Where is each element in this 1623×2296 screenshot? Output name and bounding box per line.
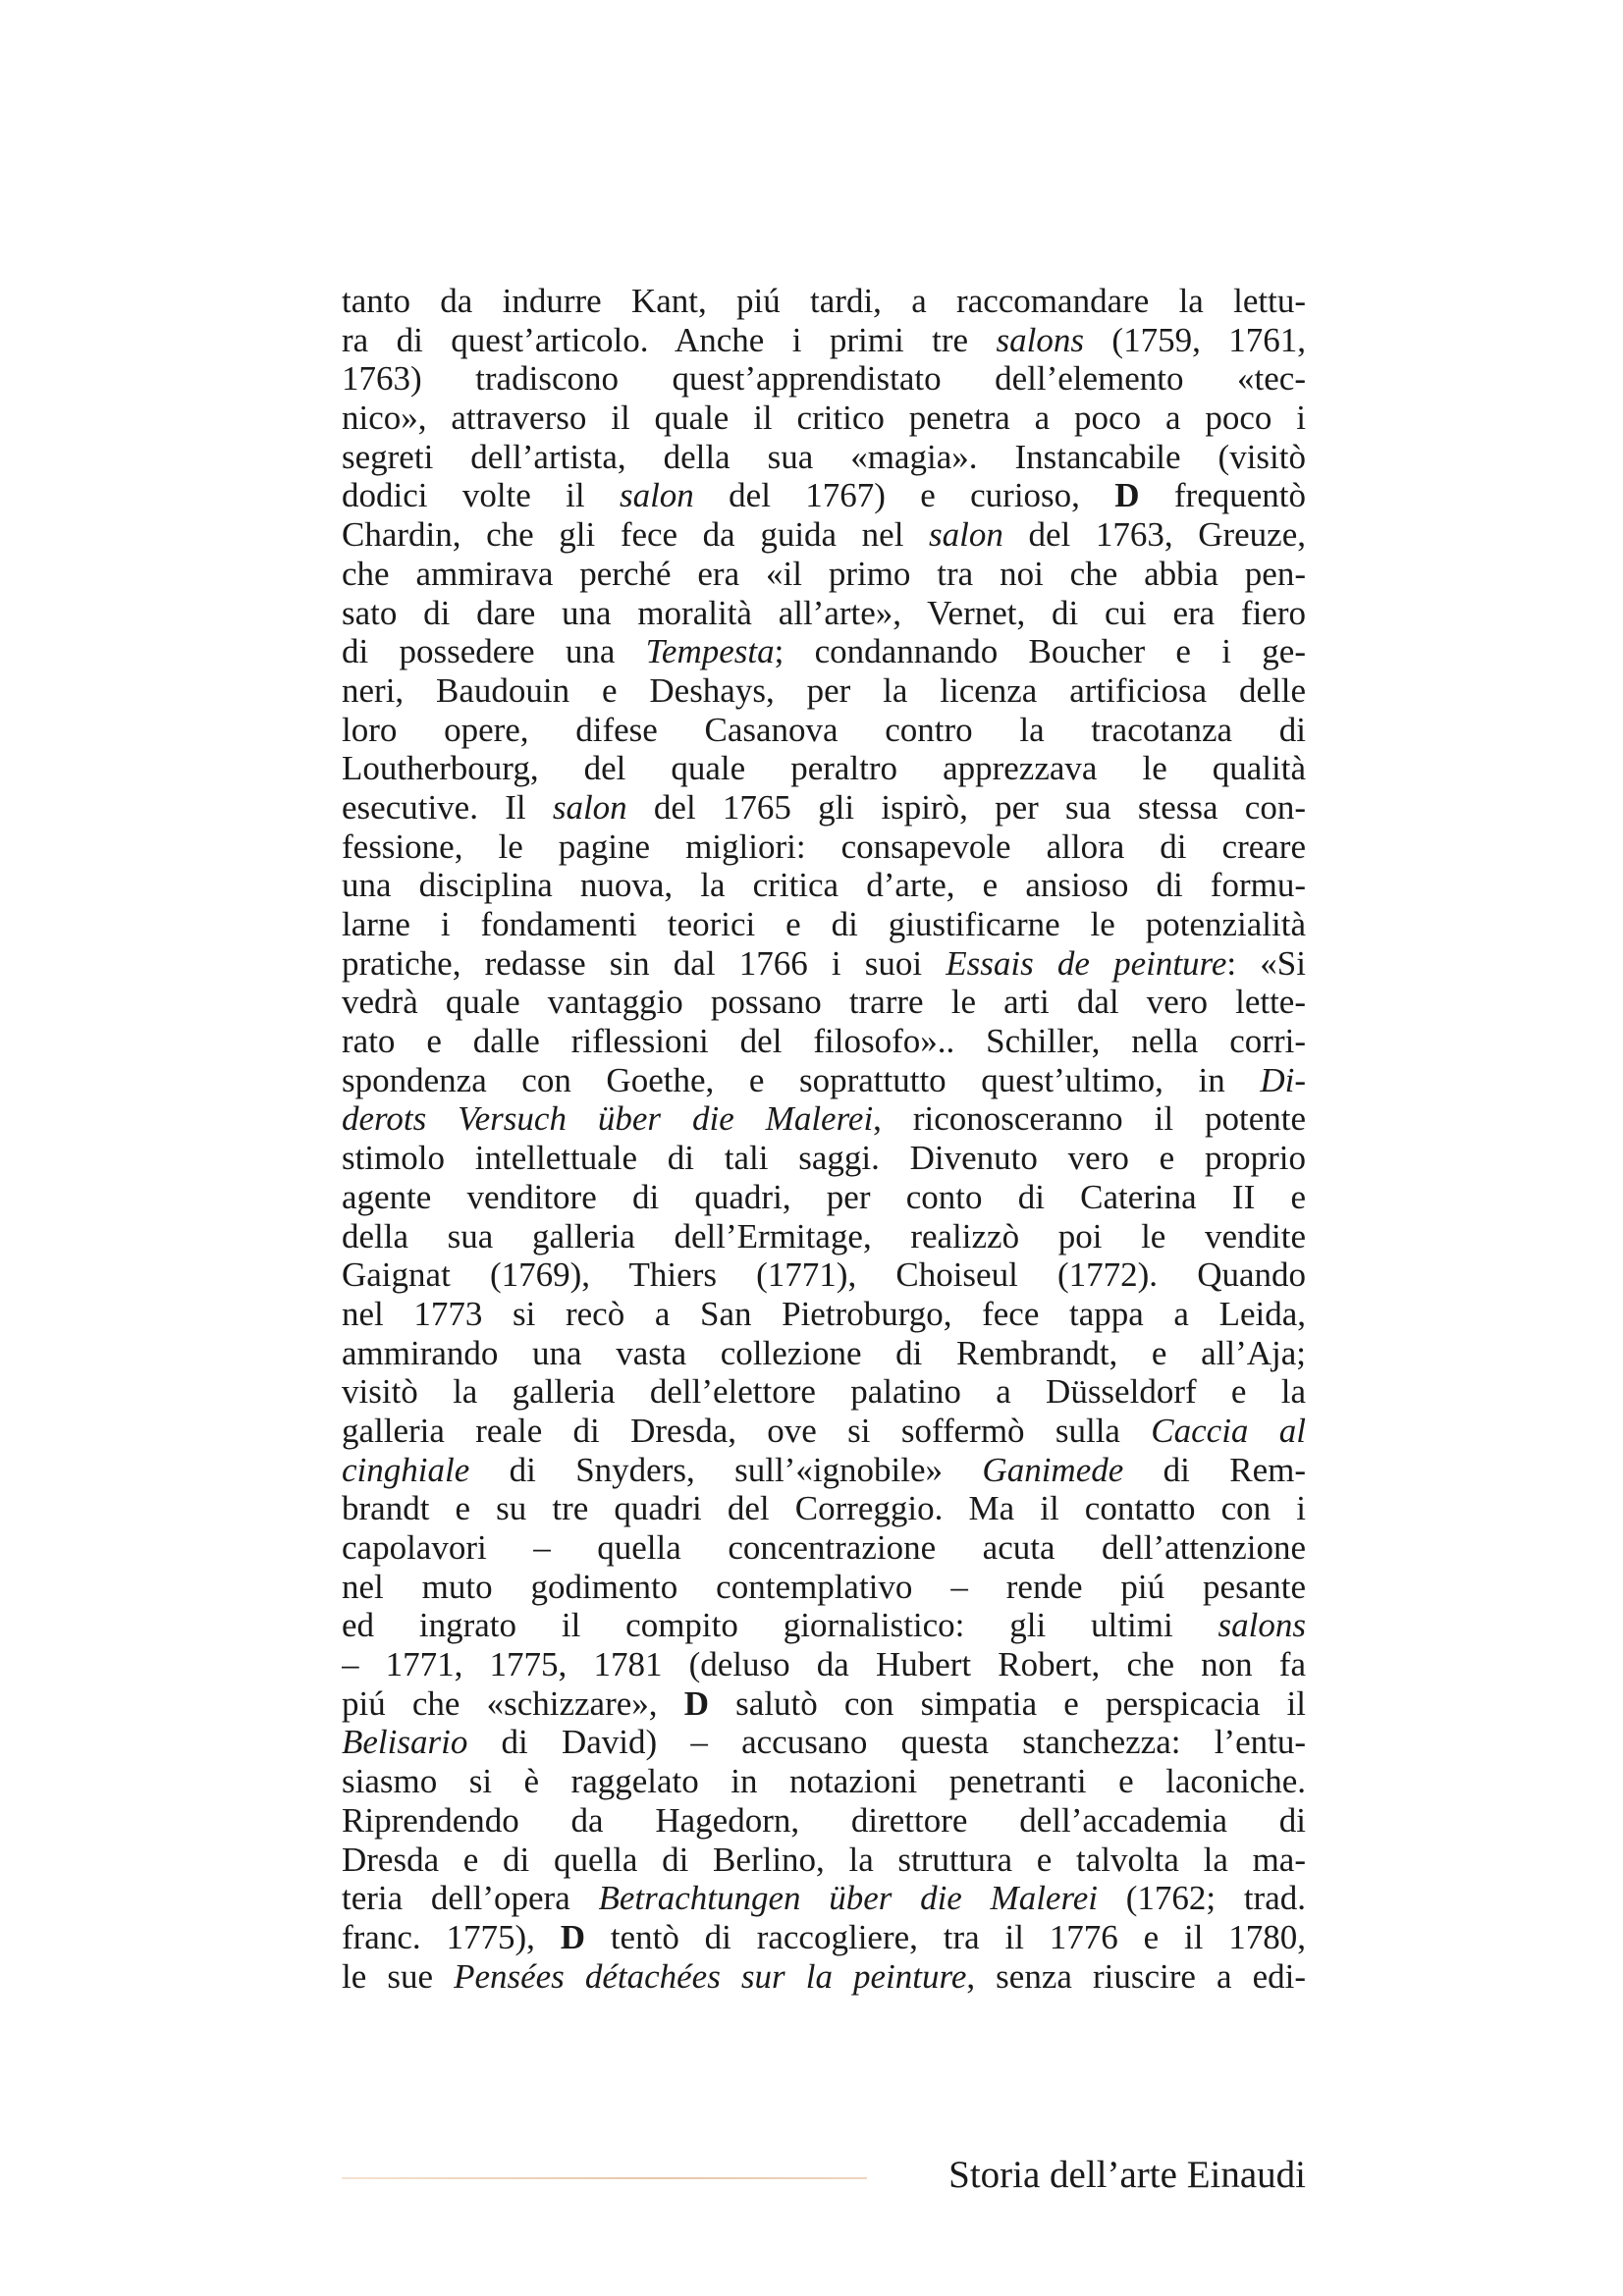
body-text: ammirando una vasta collezione di Rembrandt, e all’Aja; [342, 1333, 1306, 1372]
body-text: 1763) tradiscono quest’apprendistato dell’elemento «tec- [342, 359, 1306, 399]
body-line [342, 749, 1306, 788]
body-text: capolavori – quella concentrazione acuta dell’attenzione [342, 1528, 1306, 1567]
body-text: neri, Baudouin e Deshays, per la licenza artificiosa delle [342, 670, 1306, 710]
body-text: : «Si [1226, 943, 1306, 983]
body-text: ra di quest’articolo. Anche i primi tre [342, 320, 997, 359]
body-line [342, 1372, 1306, 1412]
body-text: nico», attraverso il quale il critico penetra a poco a poco i [342, 399, 1306, 438]
body-text: loro opere, difese Casanova contro la tracotanza di [342, 710, 1306, 749]
body-line [342, 1099, 1306, 1139]
body-line [342, 788, 1306, 828]
body-text: siasmo si è raggelato in notazioni penetranti e laconiche. [342, 1762, 1306, 1801]
body-text: ; condannando Boucher e i ge- [774, 632, 1306, 671]
body-line [342, 1879, 1306, 1918]
page-body-text [342, 282, 1306, 1996]
body-text: pratiche, redasse sin dal 1766 i suoi [342, 943, 947, 983]
body-text: dodici volte il [342, 476, 620, 515]
body-line [342, 594, 1306, 633]
body-text: della sua galleria dell’Ermitage, realizzò poi le vendite [342, 1216, 1306, 1255]
body-line [342, 1217, 1306, 1256]
body-text: una disciplina nuova, la critica d’arte, e ansioso di formu- [342, 866, 1306, 905]
body-text: tentò di raccogliere, tra il 1776 e il 1780, [585, 1917, 1306, 1956]
body-line [342, 1334, 1306, 1373]
body-line [342, 1489, 1306, 1528]
body-text: nel 1773 si recò a San Pietroburgo, fece tappa a Leida, [342, 1294, 1306, 1333]
italic-text: salons [996, 320, 1084, 359]
body-line [342, 359, 1306, 399]
body-text: Loutherbourg, del quale peraltro apprezzava le qualità [342, 749, 1306, 788]
bold-text: D [1114, 476, 1140, 515]
body-line [342, 1568, 1306, 1607]
body-text: Riprendendo da Hagedorn, direttore dell’accademia di [342, 1800, 1306, 1840]
body-line [342, 828, 1306, 867]
body-text: di Rem- [1123, 1450, 1306, 1489]
body-text: del 1767) e curioso, [693, 476, 1115, 515]
body-text: stimolo intellettuale di tali saggi. Divenuto vero e proprio [342, 1139, 1306, 1178]
italic-text: salon [552, 787, 627, 827]
body-line [342, 1684, 1306, 1724]
body-text: nel muto godimento contemplativo – rende piú pesante [342, 1567, 1306, 1606]
italic-text: salon [619, 476, 694, 515]
body-text: (1759, 1761, [1083, 320, 1306, 359]
body-text: Chardin, che gli fece da guida nel [342, 515, 930, 555]
body-line [342, 476, 1306, 515]
body-line [342, 1762, 1306, 1801]
italic-text: Betrachtungen über die Malerei [598, 1879, 1099, 1918]
body-text: fessione, le pagine migliori: consapevole allora di creare [342, 827, 1306, 866]
body-text: brandt e su tre quadri del Correggio. Ma il contatto con i [342, 1489, 1306, 1528]
italic-text: Essais de peinture [946, 943, 1227, 983]
body-text: (1762; trad. [1098, 1879, 1306, 1918]
italic-text: Caccia al [1151, 1411, 1306, 1450]
body-text: le sue [342, 1956, 455, 1996]
body-line [342, 905, 1306, 944]
body-text: del 1765 gli ispirò, per sua stessa con- [626, 787, 1306, 827]
italic-text: derots Versuch über die Malerei [342, 1099, 874, 1139]
italic-text: Ganimede [982, 1450, 1124, 1489]
body-line [342, 399, 1306, 438]
body-line [342, 1841, 1306, 1880]
body-text: segreti dell’artista, della sua «magia». Instancabile (visitò [342, 437, 1306, 476]
body-text: piú che «schizzare», [342, 1683, 684, 1723]
body-text: – 1771, 1775, 1781 (deluso da Hubert Robert, che non fa [342, 1645, 1306, 1684]
body-text: Gaignat (1769), Thiers (1771), Choiseul (1772). Quando [342, 1255, 1306, 1295]
body-text: franc. 1775), [342, 1917, 561, 1956]
body-line [342, 555, 1306, 594]
body-text: frequentò [1139, 476, 1306, 515]
italic-text: Tempesta [645, 632, 775, 671]
body-line [342, 711, 1306, 750]
body-line [342, 866, 1306, 905]
italic-text: Belisario [342, 1723, 468, 1762]
body-line [342, 983, 1306, 1022]
body-line [342, 632, 1306, 671]
body-line [342, 1412, 1306, 1451]
body-text: di David) – accusano questa stanchezza: l’entu- [467, 1723, 1306, 1762]
body-text: galleria reale di Dresda, ove si soffermò sulla [342, 1411, 1152, 1450]
body-text: del 1763, Greuze, [1002, 515, 1306, 555]
body-line [342, 1645, 1306, 1684]
body-line [342, 1528, 1306, 1568]
body-text: di possedere una [342, 632, 646, 671]
body-text: spondenza con Goethe, e soprattutto quest’ultimo, in [342, 1060, 1261, 1099]
body-line [342, 1061, 1306, 1100]
body-text: , riconosceranno il potente [873, 1099, 1306, 1139]
body-text: ed ingrato il compito giornalistico: gli ultimi [342, 1606, 1218, 1645]
body-text: rato e dalle riflessioni del filosofo».. Schiller, nella corri- [342, 1022, 1306, 1061]
bold-text: D [683, 1683, 709, 1723]
body-text: tanto da indurre Kant, piú tardi, a raccomandare la lettu- [342, 282, 1306, 320]
italic-text: cinghiale [342, 1450, 470, 1489]
footer-series-title: Storia dell’arte Einaudi [948, 2154, 1306, 2196]
page-footer [342, 2150, 1306, 2205]
body-text: visitò la galleria dell’elettore palatino a Düsseldorf e la [342, 1372, 1306, 1412]
body-text: vedrà quale vantaggio possano trarre le arti dal vero lette- [342, 983, 1306, 1022]
body-text: Dresda e di quella di Berlino, la struttura e talvolta la ma- [342, 1840, 1306, 1879]
italic-text: Di- [1260, 1060, 1306, 1099]
body-line [342, 1139, 1306, 1178]
body-line [342, 1295, 1306, 1334]
body-line [342, 1801, 1306, 1841]
body-line [342, 1022, 1306, 1061]
body-line [342, 1606, 1306, 1645]
footer-rule [342, 2177, 867, 2179]
body-line [342, 944, 1306, 984]
body-line [342, 1255, 1306, 1295]
body-line [342, 1957, 1306, 1997]
body-text: teria dell’opera [342, 1879, 599, 1918]
italic-text: Pensées détachées sur la peinture [454, 1956, 967, 1996]
body-line [342, 321, 1306, 360]
body-text: esecutive. Il [342, 787, 553, 827]
body-text: sato di dare una moralità all’arte», Vernet, di cui era fiero [342, 593, 1306, 632]
body-line [342, 282, 1306, 321]
bold-text: D [560, 1917, 585, 1956]
body-line [342, 1723, 1306, 1762]
body-line [342, 515, 1306, 555]
body-text: agente venditore di quadri, per conto di Caterina II e [342, 1177, 1306, 1216]
body-line [342, 438, 1306, 477]
italic-text: salons [1217, 1606, 1306, 1645]
body-text: larne i fondamenti teorici e di giustificarne le potenzialità [342, 905, 1306, 943]
body-line [342, 1451, 1306, 1490]
body-line [342, 1178, 1306, 1217]
body-text: , senza riuscire a edi- [966, 1956, 1306, 1996]
body-text: che ammirava perché era «il primo tra noi che abbia pen- [342, 554, 1306, 593]
italic-text: salon [929, 515, 1003, 555]
body-line [342, 671, 1306, 711]
body-text: salutò con simpatia e perspicacia il [708, 1683, 1306, 1723]
body-line [342, 1918, 1306, 1957]
body-text: di Snyders, sull’«ignobile» [469, 1450, 983, 1489]
